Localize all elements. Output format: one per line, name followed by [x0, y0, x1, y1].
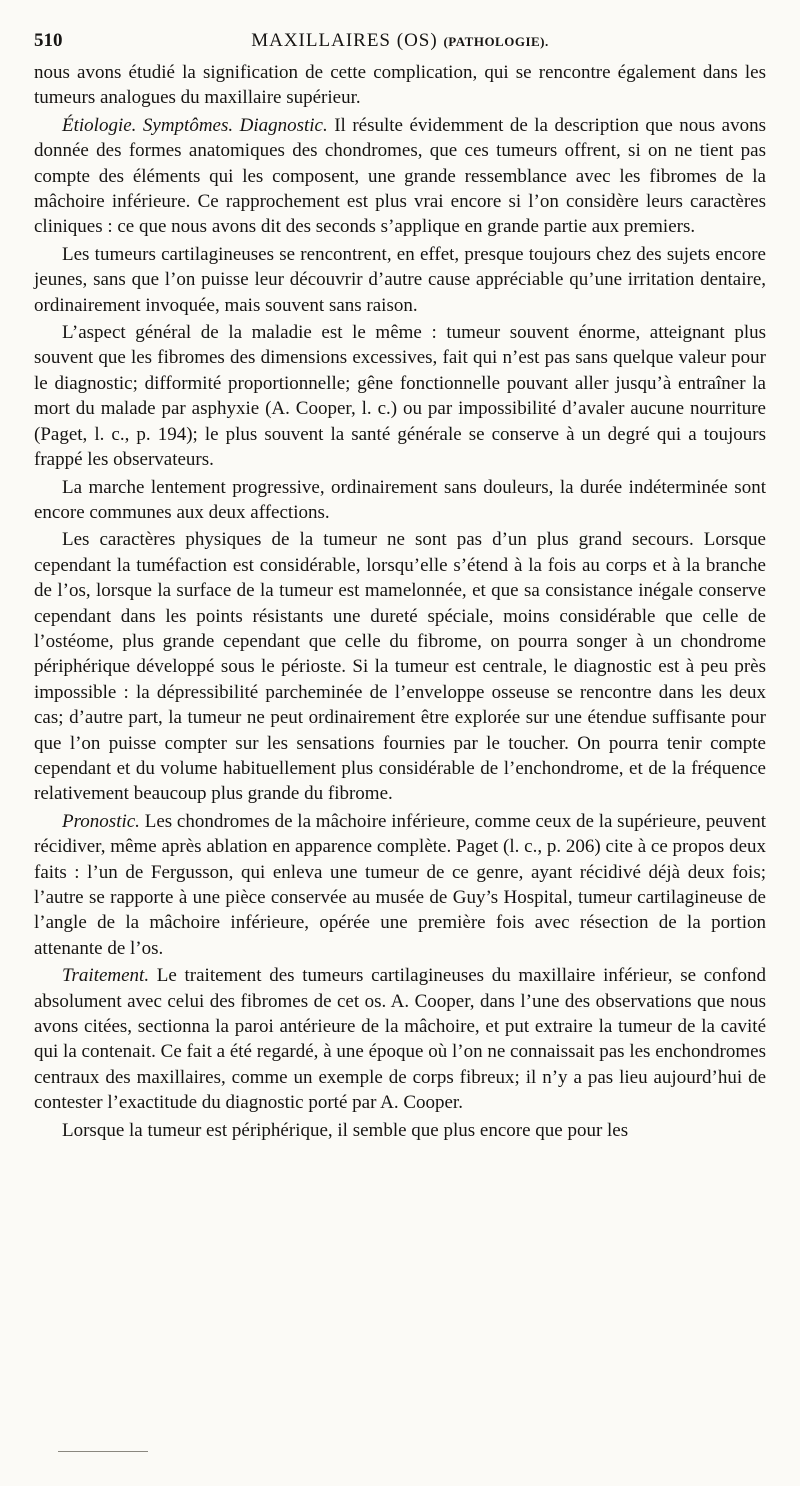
paragraph-pronostic — [34, 809, 766, 961]
paragraph-traitement — [34, 963, 766, 1115]
footnote-rule — [58, 1451, 148, 1452]
paragraph-text: L’aspect général de la maladie est le même : tumeur souvent énorme, atteignant plus souvent que les fibromes des dimensions excessives, fait qui n’est pas sans quelque valeur pour le diagnostic; difformité proportionnelle; gêne fonctionnelle pouvant aller jusqu’à entraîner la mort du malade par asphyxie (A. Cooper, l. c.) ou par impossibilité d’avaler aucune nourriture (Paget, l. c., p. 194); le plus souvent la santé générale se conserve à un degré qui a toujours frappé les observateurs. — [34, 322, 766, 471]
paragraph-text: Les caractères physiques de la tumeur ne sont pas d’un plus grand secours. Lorsque cependant la tuméfaction est considérable, lorsqu’elle s’étend à la fois au corps et à la branche de l’os, lorsque la surface de la tumeur est mamelonnée, et que sa consistance inégale conserve cependant dans les points résistants une dureté spéciale, moins considérable que celle de l’ostéome, plus grande cependant que celle du fibrome, on pourra songer à un chondrome périphérique développé sous le périoste. Si la tumeur est centrale, le diagnostic est à peu près impossible : la dépressibilité parcheminée de l’enveloppe osseuse se rencontre dans les deux cas; d’autre part, la tumeur ne peut ordinairement être explorée sur une étendue suffisante pour que l’on puisse compter sur les sensations fournies par le toucher. On pourra tenir compte cependant et du volume habituellement plus considérable de l’enchondrome, et de la fréquence relativement beaucoup plus grande du fibrome. — [34, 529, 766, 805]
paragraph — [34, 1118, 766, 1143]
running-title-section: (PATHOLOGIE). — [443, 34, 549, 49]
paragraph — [34, 527, 766, 806]
paragraph-etiologie — [34, 113, 766, 240]
section-heading: Pronostic. — [62, 810, 140, 832]
paragraph — [34, 242, 766, 318]
paragraph — [34, 320, 766, 472]
running-title — [104, 30, 766, 52]
running-title-main: MAXILLAIRES (OS) — [251, 30, 438, 51]
paragraph-text: nous avons étudié la signification de cette complication, qui se rencontre également dans les tumeurs analogues du maxillaire supérieur. — [34, 62, 766, 109]
section-heading: Traitement. — [62, 965, 150, 987]
section-heading: Étiologie. Symptômes. Diagnostic. — [62, 114, 328, 136]
running-header — [34, 30, 766, 56]
paragraph-text: Les tumeurs cartilagineuses se rencontrent, en effet, presque toujours chez des sujets encore jeunes, sans que l’on puisse leur découvrir d’autre cause appréciable qu’une irritation dentaire, ordinairement invoquée, mais souvent sans raison. — [34, 243, 766, 316]
paragraph-text: Lorsque la tumeur est périphérique, il semble que plus encore que pour les — [62, 1119, 629, 1141]
paragraph-text: Le traitement des tumeurs cartilagineuses du maxillaire inférieur, se confond absolument avec celui des fibromes de cet os. A. Cooper, dans l’une des observations que nous avons citées, sectionna la paroi antérieure de la mâchoire, et put extraire la tumeur de la cavité qui la contenait. Ce fait a été regardé, à une époque où l’on ne connaissait pas les enchondromes centraux des maxillaires, comme un exemple de corps fibreux; il n’y a pas lieu aujourd’hui de contester l’exactitude du diagnostic porté par A. Cooper. — [34, 965, 766, 1114]
paragraph-continuation — [34, 60, 766, 111]
paragraph-text: La marche lentement progressive, ordinairement sans douleurs, la durée indéterminée sont encore communes aux deux affections. — [34, 476, 766, 523]
page-number: 510 — [34, 30, 63, 51]
paragraph — [34, 475, 766, 526]
paragraph-text: Il résulte évidemment de la description que nous avons donnée des formes anatomiques des chondromes, que ces tumeurs offrent, si on ne tient pas compte des éléments qui les composent, une grande ressemblance avec les fibromes de la mâchoire inférieure. Ce rapprochement est plus vrai encore si l’on considère leurs caractères cliniques : ce que nous avons dit des seconds s’applique en grande partie aux premiers. — [34, 114, 766, 238]
body-text — [34, 60, 766, 1143]
paragraph-text: Les chondromes de la mâchoire inférieure, comme ceux de la supérieure, peuvent récidiver, même après ablation en apparence complète. Paget (l. c., p. 206) cite à ce propos deux faits : l’un de Fergusson, qui enleva une tumeur de ce genre, ayant récidivé déjà deux fois; l’autre se rapporte à une pièce conservée au musée de Guy’s Hospital, tumeur cartilagineuse de l’angle de la mâchoire inférieure, opérée une première fois avec résection de la portion attenante de l’os. — [34, 810, 766, 959]
